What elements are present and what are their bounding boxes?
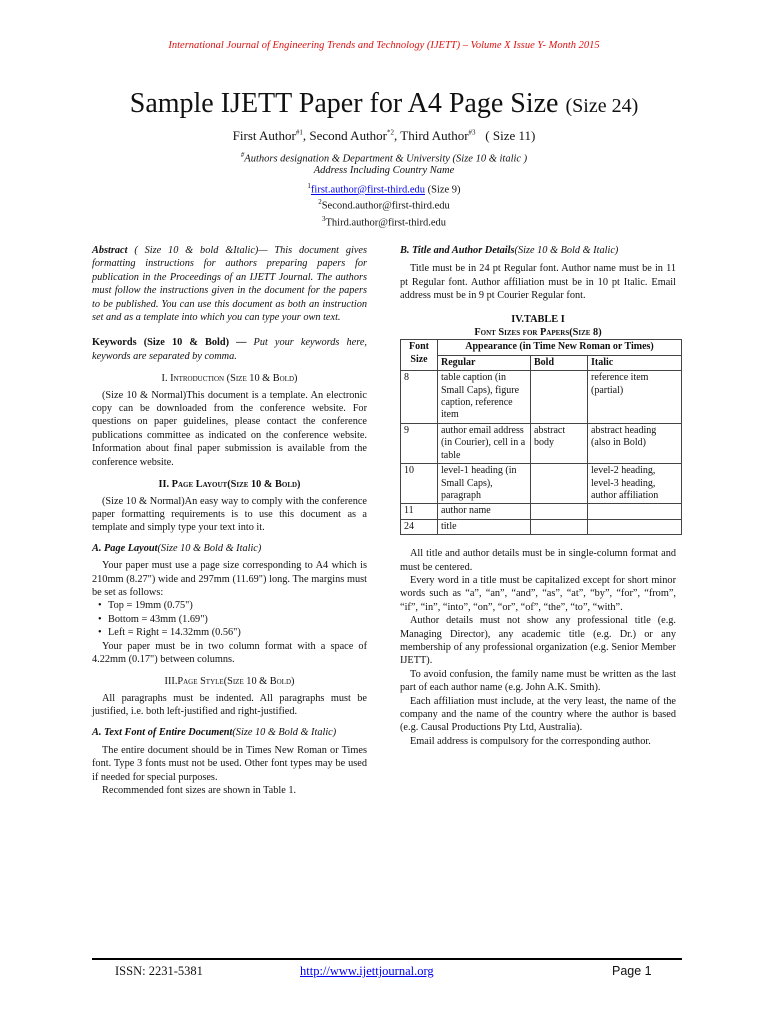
text-font-subheading <box>92 726 367 739</box>
style-text: All paragraphs must be indented. All paragraphs must be justified, i.e. both left-justified and right-justified. <box>92 692 367 718</box>
author-2-sup: *2 <box>387 128 395 137</box>
table-cell-regular: title <box>438 519 531 534</box>
title-author-sub-label: B. Title and Author Details <box>400 245 515 256</box>
page-layout-sub-size: (Size 10 & Bold & Italic) <box>157 542 262 554</box>
paper-title <box>0 88 768 120</box>
right-paragraph: All title and author details must be in single-column format and must be centered. <box>400 548 676 573</box>
author-line <box>0 128 768 144</box>
margin-item: • Left = Right = 14.32mm (0.56") <box>92 626 367 639</box>
author-size-note: ( Size 11) <box>485 128 536 143</box>
page-layout-text: Your paper must use a page size corresponding to A4 which is 210mm (8.27") wide and 297mm (11.69") long. The margins must be set as follows: <box>92 560 367 598</box>
table-cell-size: 8 <box>401 371 438 424</box>
title-main: Sample IJETT Paper for A4 Page Size <box>129 88 566 119</box>
table-cell-size: 24 <box>401 519 438 534</box>
affiliation-text: Authors designation & Department & University (Size 10 & italic ) <box>244 153 528 165</box>
right-paragraph: To avoid confusion, the family name must be written as the last part of each author name (e.g. John A.K. Smith). <box>400 668 676 694</box>
right-paragraph: Author details must not show any professional title (e.g. Managing Director), any academic title (e.g. Dr.) or any membership of any professional organization (e.g. Senior Member IJETT). <box>400 615 676 667</box>
intro-text: (Size 10 & Normal)This document is a template. An electronic copy can be downloaded from the conference website. For questions on paper guidelines, please contact the conference publications committee as indicated on the conference website. Information about final paper submission is available from the conference website. <box>92 389 367 468</box>
table-cell-regular: author email address (in Courier), cell in a table <box>438 423 531 463</box>
text-font-sub-label: A. Text Font of Entire Document <box>92 726 233 738</box>
affiliation-sup: # <box>240 151 245 159</box>
layout-text: (Size 10 & Normal)An easy way to comply with the conference paper formatting requirements is to use this document as a template and simply type your text into it. <box>92 495 367 534</box>
left-column <box>92 244 367 798</box>
table-cell-italic <box>588 519 682 534</box>
margin-list <box>92 599 367 639</box>
author-2: , Second Author <box>302 128 388 143</box>
email-3: Third.author@first-third.edu <box>325 217 446 229</box>
author-1: First Author <box>232 128 296 143</box>
author-3: , Third Author <box>394 128 469 143</box>
table-cell-italic <box>588 504 682 519</box>
title-size-note: (Size 24) <box>565 95 639 117</box>
footer-page-number: Page 1 <box>612 964 652 978</box>
email-1-link[interactable]: first.author@first-third.edu <box>310 184 425 196</box>
table-row <box>401 504 682 519</box>
column-format-text: Your paper must be in two column format with a space of 4.22mm (0.17") between columns. <box>92 640 367 665</box>
font-size-table <box>400 339 682 535</box>
table-cell-italic: level-2 heading, level-3 heading, author affiliation <box>588 464 682 504</box>
margin-item: • Top = 19mm (0.75") <box>92 599 367 612</box>
email-line-1 <box>0 182 768 196</box>
text-font-sub-size: (Size 10 & Bold & Italic) <box>232 726 337 738</box>
table-cell-bold <box>531 504 588 519</box>
title-author-subheading <box>400 244 676 257</box>
footer-url-link[interactable]: http://www.ijettjournal.org <box>300 964 434 978</box>
right-paragraph: Email address is compulsory for the corresponding author. <box>410 735 651 747</box>
title-author-sub-size: (Size 10 & Bold & Italic) <box>514 245 619 256</box>
table-header-italic: Italic <box>588 355 682 370</box>
email-line-3 <box>0 215 768 229</box>
table-cell-size: 11 <box>401 504 438 519</box>
abstract-text: ( Size 10 & bold &Italic)— This document gives formatting instructions for authors preparing papers for publication in the Proceedings of an IJETT Journal. The authors must follow the instructions given in the document for the papers to be published. You can use this document as both an instruction set and as a template into which you can type your own text. <box>92 245 367 324</box>
email-line-2 <box>0 198 768 212</box>
abstract-label: Abstract <box>92 245 128 256</box>
table-row <box>401 423 682 463</box>
keywords-label: Keywords (Size 10 & Bold) — <box>92 337 254 349</box>
table-row <box>401 371 682 424</box>
right-column <box>400 244 676 748</box>
email-2: Second.author@first-third.edu <box>321 200 450 212</box>
table-cell-bold <box>531 371 588 424</box>
table-header-bold: Bold <box>531 355 588 370</box>
layout-heading: II. Page Layout(Size 10 & Bold) <box>158 479 301 491</box>
table-cell-bold <box>531 464 588 504</box>
footer-rule <box>92 958 682 960</box>
email-3-sup: 3 <box>322 215 326 223</box>
table-cell-bold <box>531 519 588 534</box>
right-paragraph: Each affiliation must include, at the very least, the name of the company and the name of the country where the author is based (e.g. Causal Productions Pty Ltd, Australia). <box>400 695 676 734</box>
keywords-text: Put your keywords here, keywords are separated by comma. <box>92 337 367 362</box>
table-header-appearance: Appearance (in Time New Roman or Times) <box>438 340 682 355</box>
table-row <box>401 519 682 534</box>
page-layout-sub-label: A. Page Layout <box>92 542 158 554</box>
text-font-text: The entire document should be in Times New Roman or Times font. Type 3 fonts must not be used. Other font types may be used if needed for special purposes. <box>92 745 367 783</box>
table-cell-regular: level-1 heading (in Small Caps), paragraph <box>438 464 531 504</box>
keywords <box>92 336 367 363</box>
table-cell-italic: abstract heading (also in Bold) <box>588 423 682 463</box>
table-number: IV.TABLE I <box>511 313 565 325</box>
table-reference-text: Recommended font sizes are shown in Table 1. <box>102 785 297 797</box>
table-cell-regular: author name <box>438 504 531 519</box>
author-3-sup: #3 <box>468 128 476 137</box>
table-caption: Font Sizes for Papers(Size 8) <box>474 327 602 339</box>
right-paragraph: Every word in a title must be capitalized except for short minor words such as “a”, “an”, “and”, “as”, “at”, “by”, “for”, “from”, “if”, “in”, “into”, “on”, “or”, “of”, “the”, “to”, “with”. <box>400 574 676 613</box>
page-layout-subheading <box>92 542 367 555</box>
abstract <box>92 244 367 324</box>
table-cell-bold: abstract body <box>531 423 588 463</box>
journal-header: International Journal of Engineering Trends and Technology (IJETT) – Volume X Issue Y- Month 2015 <box>168 40 600 51</box>
footer-issn: ISSN: 2231-5381 <box>115 964 203 978</box>
table-cell-size: 10 <box>401 464 438 504</box>
table-cell-regular: table caption (in Small Caps), figure caption, reference item <box>438 371 531 424</box>
affiliation-line-1 <box>0 151 768 165</box>
table-header-regular: Regular <box>438 355 531 370</box>
email-2-sup: 2 <box>318 198 322 206</box>
table-cell-italic: reference item (partial) <box>588 371 682 424</box>
title-author-text: Title must be in 24 pt Regular font. Author name must be in 11 pt Regular font. Author affiliation must be in 10 pt Italic. Email address must be in 9 pt Courier Regular font. <box>400 263 676 302</box>
table-cell-size: 9 <box>401 423 438 463</box>
intro-heading: I. Introduction (Size 10 & Bold) <box>161 373 298 385</box>
email-1-size-note: (Size 9) <box>424 184 461 196</box>
author-1-sup: #1 <box>295 128 303 137</box>
email-1-sup: 1 <box>307 182 311 190</box>
table-row <box>401 464 682 504</box>
style-heading: III.Page Style(Size 10 & Bold) <box>164 676 295 688</box>
margin-item: • Bottom = 43mm (1.69") <box>92 613 367 626</box>
table-header-font-size: Font Size <box>401 340 438 371</box>
affiliation-line-2: Address Including Country Name <box>313 165 455 176</box>
